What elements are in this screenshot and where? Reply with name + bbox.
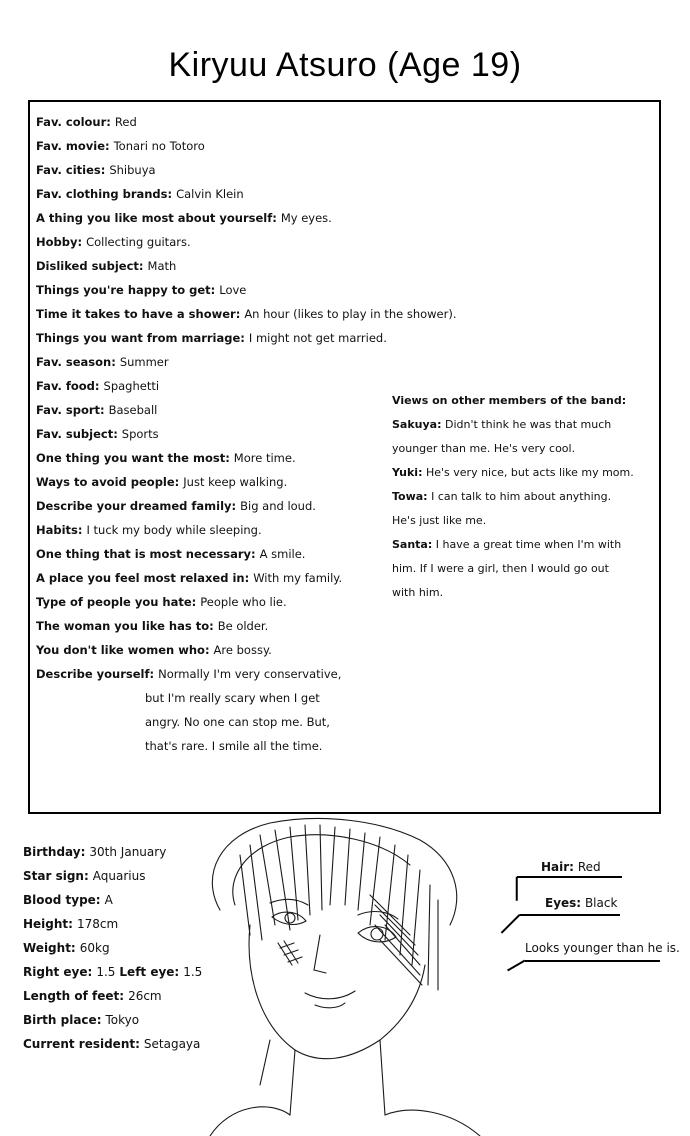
stat-value: 1.5 <box>96 965 116 979</box>
profile-row <box>36 350 436 374</box>
profile-value: Big and loud. <box>240 499 316 513</box>
profile-value: Math <box>147 259 177 273</box>
profile-label: Fav. cities: <box>36 163 106 177</box>
profile-value: Red <box>114 115 137 129</box>
stat-label: Weight: <box>23 941 76 955</box>
profile-row <box>36 206 436 230</box>
hair-annotation <box>541 860 601 874</box>
profile-label: The woman you like has to: <box>36 619 214 633</box>
profile-value: People who lie. <box>200 595 287 609</box>
hair-line <box>517 876 622 878</box>
profile-label: Fav. food: <box>36 379 100 393</box>
stat-label: Length of feet: <box>23 989 125 1003</box>
stat-value: Aquarius <box>92 869 146 883</box>
stat-value: A <box>104 893 113 907</box>
stat-label: Birth place: <box>23 1013 102 1027</box>
profile-label: Fav. movie: <box>36 139 110 153</box>
profile-value: Collecting guitars. <box>86 235 191 249</box>
profile-label: Things you want from marriage: <box>36 331 245 345</box>
profile-label: Fav. subject: <box>36 427 118 441</box>
profile-label: A place you feel most relaxed in: <box>36 571 250 585</box>
view-label: Yuki: <box>392 466 423 479</box>
view-text: I have a great time when I'm with <box>435 538 622 551</box>
view-continued: younger than me. He's very cool. <box>392 442 576 455</box>
eyes-value: Black <box>584 896 618 910</box>
eyes-label: Eyes: <box>545 896 582 910</box>
view-text: He's very nice, but acts like my mom. <box>425 466 634 479</box>
stat-value: Setagaya <box>143 1037 201 1051</box>
profile-label: Habits: <box>36 523 83 537</box>
profile-label: Type of people you hate: <box>36 595 197 609</box>
view-text: I can talk to him about anything. <box>431 490 612 503</box>
profile-row <box>36 134 436 158</box>
stat-value: 26cm <box>128 989 162 1003</box>
profile-label: Fav. colour: <box>36 115 111 129</box>
page-title: Kiryuu Atsuro (Age 19) <box>168 46 522 84</box>
view-label: Santa: <box>392 538 433 551</box>
profile-label: Fav. season: <box>36 355 116 369</box>
hair-label: Hair: <box>541 860 574 874</box>
view-continued: him. If I were a girl, then I would go out <box>392 562 609 575</box>
band-views <box>392 389 657 605</box>
profile-label: Hobby: <box>36 235 83 249</box>
profile-label: Ways to avoid people: <box>36 475 180 489</box>
stat-label: Left eye: <box>119 965 180 979</box>
stat-label: Birthday: <box>23 845 86 859</box>
profile-row <box>36 302 457 326</box>
profile-row <box>36 566 436 590</box>
profile-label: One thing that is most necessary: <box>36 547 256 561</box>
looks-line <box>525 960 660 962</box>
profile-row <box>36 326 436 350</box>
view-sakuya <box>392 413 657 437</box>
profile-value: Calvin Klein <box>176 187 244 201</box>
stat-label: Right eye: <box>23 965 93 979</box>
stat-label: Blood type: <box>23 893 101 907</box>
eyes-line <box>520 914 620 916</box>
profile-box <box>28 100 661 814</box>
hair-value: Red <box>577 860 601 874</box>
profile-value: Love <box>219 283 247 297</box>
profile-value: Normally I'm very conservative, <box>158 667 342 681</box>
profile-row <box>36 422 436 446</box>
stat-row <box>23 840 253 864</box>
profile-row <box>36 590 436 614</box>
profile-row <box>36 662 436 686</box>
describe-continued: that's rare. I smile all the time. <box>145 739 323 753</box>
profile-row <box>36 638 436 662</box>
view-santa <box>392 533 657 557</box>
profile-label: Describe your dreamed family: <box>36 499 237 513</box>
profile-label: Disliked subject: <box>36 259 144 273</box>
profile-label: You don't like women who: <box>36 643 210 657</box>
view-label: Towa: <box>392 490 428 503</box>
stat-row <box>23 984 253 1008</box>
profile-row <box>36 182 436 206</box>
profile-value: An hour (likes to play in the shower). <box>244 307 457 321</box>
profile-value: Summer <box>119 355 169 369</box>
profile-row <box>36 614 436 638</box>
profile-row <box>36 230 436 254</box>
profile-row <box>36 398 436 422</box>
profile-value: A smile. <box>259 547 306 561</box>
views-heading: Views on other members of the band: <box>392 394 627 407</box>
stat-row <box>23 888 253 912</box>
profile-label: Fav. clothing brands: <box>36 187 173 201</box>
profile-row <box>36 278 436 302</box>
looks-annotation: Looks younger than he is. <box>525 941 680 955</box>
stat-label: Height: <box>23 917 73 931</box>
profile-label: Time it takes to have a shower: <box>36 307 241 321</box>
profile-value: With my family. <box>253 571 343 585</box>
profile-value: Just keep walking. <box>183 475 288 489</box>
stat-row <box>23 864 253 888</box>
profile-label: A thing you like most about yourself: <box>36 211 277 225</box>
profile-row <box>36 446 436 470</box>
profile-row <box>36 470 436 494</box>
view-yuki <box>392 461 657 485</box>
stats-list <box>23 840 253 1056</box>
profile-value: Be older. <box>217 619 269 633</box>
profile-row <box>36 374 436 398</box>
stat-value: Tokyo <box>105 1013 140 1027</box>
eyes-annotation <box>545 896 617 910</box>
profile-label: Describe yourself: <box>36 667 155 681</box>
profile-value: Sports <box>121 427 159 441</box>
stat-value: 60kg <box>79 941 110 955</box>
profile-row <box>36 110 436 134</box>
describe-continued: angry. No one can stop me. But, <box>145 715 330 729</box>
view-label: Sakuya: <box>392 418 442 431</box>
stat-label: Current resident: <box>23 1037 140 1051</box>
profile-row <box>36 518 436 542</box>
describe-continued: but I'm really scary when I get <box>145 691 320 705</box>
profile-label: Fav. sport: <box>36 403 105 417</box>
stat-row <box>23 960 253 984</box>
profile-row <box>36 158 436 182</box>
stat-row <box>23 936 253 960</box>
stat-label: Star sign: <box>23 869 89 883</box>
stat-row <box>23 1032 253 1056</box>
looks-line-diag <box>507 960 525 971</box>
view-text: Didn't think he was that much <box>444 418 612 431</box>
view-continued: with him. <box>392 586 444 599</box>
stat-row <box>23 1008 253 1032</box>
profile-value: Baseball <box>108 403 158 417</box>
profile-value: Tonari no Totoro <box>113 139 205 153</box>
stat-row <box>23 912 253 936</box>
profile-value: Are bossy. <box>213 643 272 657</box>
profile-value: I might not get married. <box>248 331 387 345</box>
stat-value: 178cm <box>76 917 119 931</box>
profile-value: Shibuya <box>109 163 156 177</box>
profile-value: I tuck my body while sleeping. <box>86 523 262 537</box>
profile-label: One thing you want the most: <box>36 451 230 465</box>
view-continued: He's just like me. <box>392 514 487 527</box>
profile-row <box>36 542 436 566</box>
profile-label: Things you're happy to get: <box>36 283 216 297</box>
stat-value: 30th January <box>89 845 167 859</box>
hair-line-down <box>516 877 518 901</box>
profile-value: My eyes. <box>280 211 332 225</box>
profile-row <box>36 254 436 278</box>
profile-value: More time. <box>233 451 296 465</box>
stat-value: 1.5 <box>183 965 203 979</box>
profile-value: Spaghetti <box>103 379 160 393</box>
profile-row <box>36 494 436 518</box>
view-towa <box>392 485 657 509</box>
